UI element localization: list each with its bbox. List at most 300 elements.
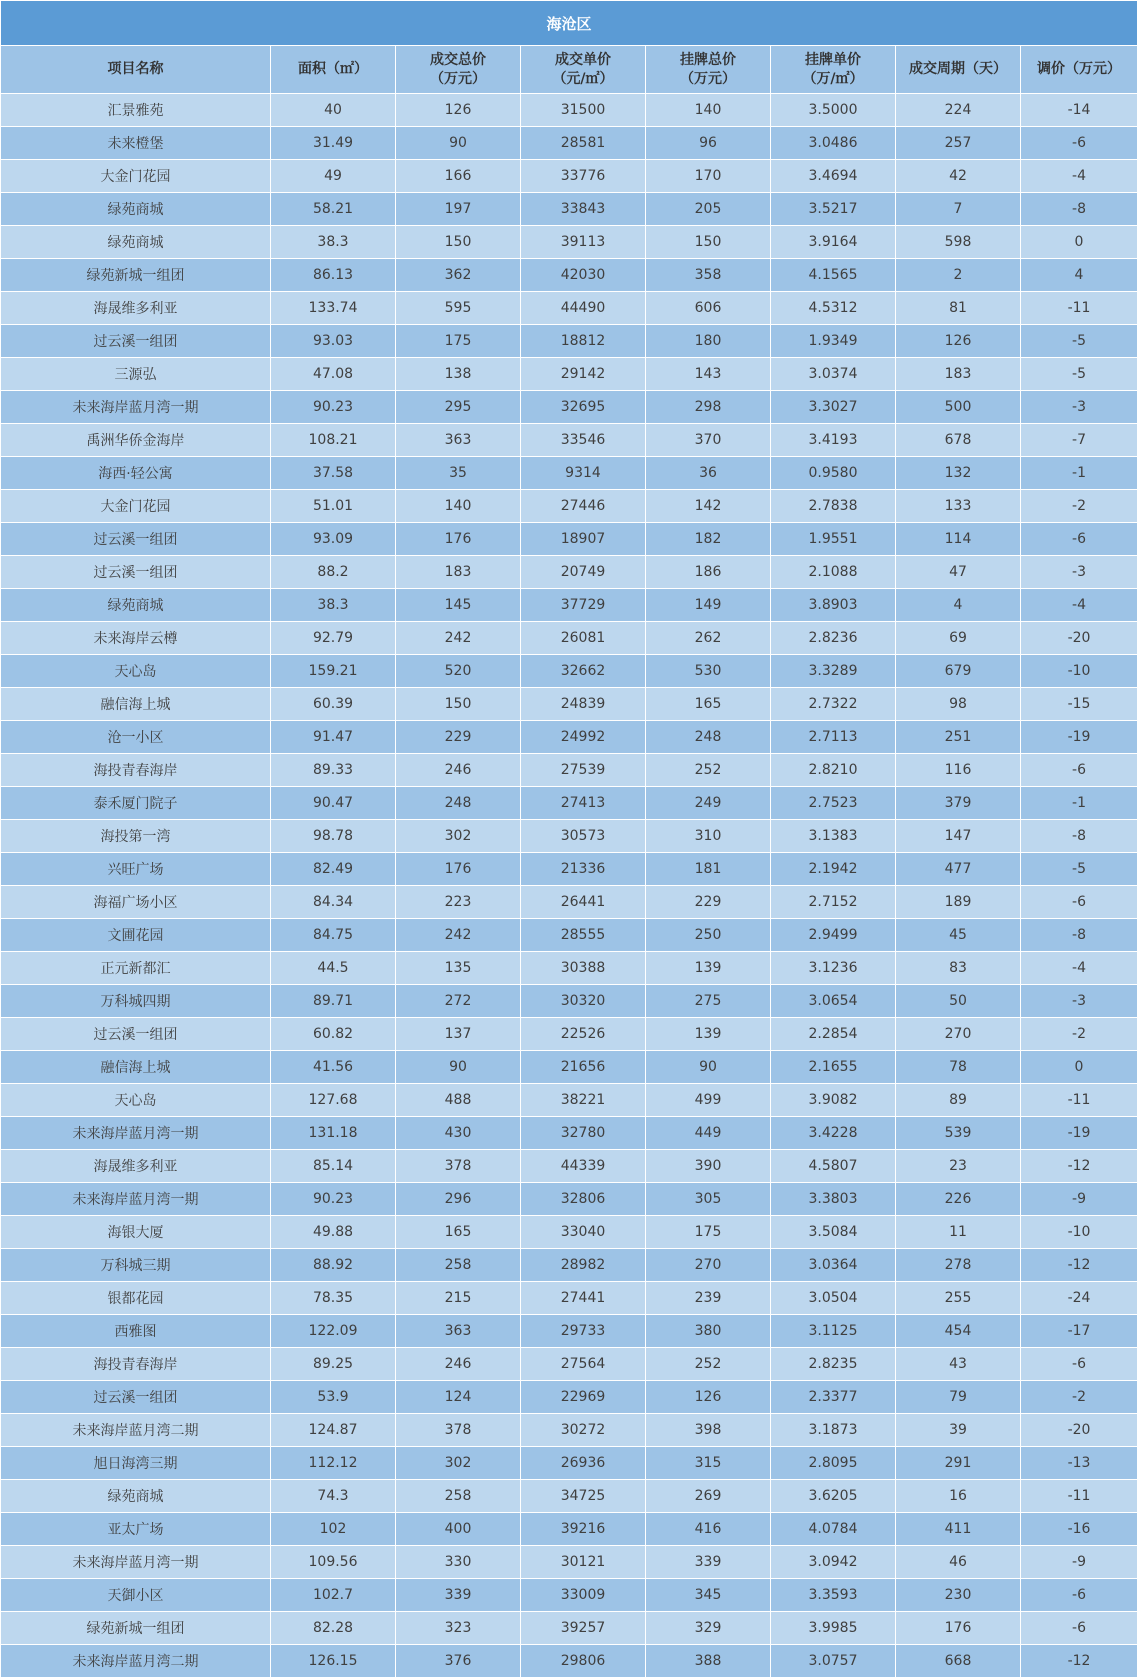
cell-listing-total-price: 186: [646, 556, 771, 589]
cell-price-adjustment: -4: [1021, 952, 1137, 985]
cell-listing-unit-price: 3.4694: [771, 160, 896, 193]
cell-project-name: 三源弘: [1, 358, 271, 391]
cell-price-adjustment: -8: [1021, 919, 1137, 952]
cell-project-name: 大金门花园: [1, 160, 271, 193]
table-row: [1, 787, 1137, 820]
cell-deal-unit-price: 27539: [521, 754, 646, 787]
table-row: [1, 160, 1137, 193]
cell-listing-unit-price: 2.8235: [771, 1348, 896, 1381]
cell-deal-total-price: 330: [396, 1546, 521, 1579]
cell-deal-unit-price: 27413: [521, 787, 646, 820]
table-row: [1, 1348, 1137, 1381]
cell-deal-cycle: 69: [896, 622, 1021, 655]
cell-deal-total-price: 176: [396, 523, 521, 556]
cell-price-adjustment: -6: [1021, 127, 1137, 160]
cell-project-name: 绿苑商城: [1, 226, 271, 259]
cell-listing-total-price: 248: [646, 721, 771, 754]
cell-listing-total-price: 252: [646, 754, 771, 787]
cell-deal-unit-price: 29806: [521, 1645, 646, 1678]
cell-listing-unit-price: 3.0654: [771, 985, 896, 1018]
cell-deal-unit-price: 32806: [521, 1183, 646, 1216]
cell-project-name: 万科城四期: [1, 985, 271, 1018]
cell-area: 90.23: [271, 1183, 396, 1216]
cell-deal-total-price: 272: [396, 985, 521, 1018]
cell-deal-cycle: 278: [896, 1249, 1021, 1282]
cell-area: 91.47: [271, 721, 396, 754]
cell-deal-total-price: 295: [396, 391, 521, 424]
cell-listing-total-price: 149: [646, 589, 771, 622]
cell-deal-cycle: 126: [896, 325, 1021, 358]
cell-deal-cycle: 679: [896, 655, 1021, 688]
cell-deal-unit-price: 24839: [521, 688, 646, 721]
cell-deal-cycle: 39: [896, 1414, 1021, 1447]
cell-area: 84.34: [271, 886, 396, 919]
cell-project-name: 泰禾厦门院子: [1, 787, 271, 820]
table-row: [1, 523, 1137, 556]
cell-price-adjustment: -2: [1021, 1381, 1137, 1414]
cell-deal-total-price: 258: [396, 1480, 521, 1513]
cell-project-name: 天御小区: [1, 1579, 271, 1612]
cell-area: 60.39: [271, 688, 396, 721]
cell-project-name: 融信海上城: [1, 1051, 271, 1084]
cell-deal-total-price: 595: [396, 292, 521, 325]
column-header-area: [271, 46, 396, 94]
cell-project-name: 汇景雅苑: [1, 94, 271, 127]
cell-deal-total-price: 430: [396, 1117, 521, 1150]
cell-area: 47.08: [271, 358, 396, 391]
cell-area: 88.2: [271, 556, 396, 589]
cell-listing-unit-price: 2.7322: [771, 688, 896, 721]
cell-deal-total-price: 296: [396, 1183, 521, 1216]
cell-deal-unit-price: 32662: [521, 655, 646, 688]
cell-project-name: 未来海岸云樽: [1, 622, 271, 655]
cell-deal-cycle: 79: [896, 1381, 1021, 1414]
cell-deal-unit-price: 42030: [521, 259, 646, 292]
cell-area: 40: [271, 94, 396, 127]
cell-listing-total-price: 140: [646, 94, 771, 127]
cell-project-name: 绿苑新城一组团: [1, 259, 271, 292]
table-row: [1, 1381, 1137, 1414]
cell-project-name: 西雅图: [1, 1315, 271, 1348]
cell-listing-unit-price: 3.0486: [771, 127, 896, 160]
cell-listing-unit-price: 3.4228: [771, 1117, 896, 1150]
cell-deal-cycle: 678: [896, 424, 1021, 457]
cell-price-adjustment: -5: [1021, 853, 1137, 886]
table-row: [1, 589, 1137, 622]
cell-deal-total-price: 150: [396, 688, 521, 721]
table-row: [1, 1315, 1137, 1348]
cell-listing-total-price: 416: [646, 1513, 771, 1546]
cell-price-adjustment: -12: [1021, 1249, 1137, 1282]
cell-project-name: 文圃花园: [1, 919, 271, 952]
cell-listing-unit-price: 4.5312: [771, 292, 896, 325]
column-header-deal-total-price: [396, 46, 521, 94]
cell-deal-unit-price: 28555: [521, 919, 646, 952]
cell-deal-total-price: 145: [396, 589, 521, 622]
cell-listing-total-price: 205: [646, 193, 771, 226]
cell-area: 133.74: [271, 292, 396, 325]
cell-deal-unit-price: 37729: [521, 589, 646, 622]
cell-deal-cycle: 230: [896, 1579, 1021, 1612]
cell-deal-unit-price: 44339: [521, 1150, 646, 1183]
cell-listing-total-price: 380: [646, 1315, 771, 1348]
cell-deal-cycle: 89: [896, 1084, 1021, 1117]
cell-deal-unit-price: 22526: [521, 1018, 646, 1051]
cell-listing-unit-price: 3.9164: [771, 226, 896, 259]
table-row: [1, 1612, 1137, 1645]
cell-deal-unit-price: 30573: [521, 820, 646, 853]
cell-listing-total-price: 398: [646, 1414, 771, 1447]
cell-price-adjustment: 0: [1021, 226, 1137, 259]
table-row: [1, 721, 1137, 754]
cell-deal-cycle: 132: [896, 457, 1021, 490]
table-row: [1, 1216, 1137, 1249]
cell-listing-unit-price: 3.9985: [771, 1612, 896, 1645]
cell-area: 108.21: [271, 424, 396, 457]
cell-deal-cycle: 11: [896, 1216, 1021, 1249]
cell-deal-total-price: 242: [396, 919, 521, 952]
cell-deal-cycle: 668: [896, 1645, 1021, 1678]
cell-deal-total-price: 242: [396, 622, 521, 655]
table-row: [1, 1117, 1137, 1150]
cell-area: 131.18: [271, 1117, 396, 1150]
cell-listing-total-price: 305: [646, 1183, 771, 1216]
cell-deal-total-price: 90: [396, 1051, 521, 1084]
cell-deal-total-price: 140: [396, 490, 521, 523]
column-header-label: 面积（㎡）: [298, 61, 368, 77]
cell-listing-total-price: 252: [646, 1348, 771, 1381]
cell-price-adjustment: -10: [1021, 655, 1137, 688]
cell-listing-unit-price: 3.9082: [771, 1084, 896, 1117]
cell-project-name: 海西·轻公寓: [1, 457, 271, 490]
column-header-label: 项目名称: [107, 61, 164, 77]
table-row: [1, 226, 1137, 259]
cell-deal-cycle: 270: [896, 1018, 1021, 1051]
cell-area: 112.12: [271, 1447, 396, 1480]
cell-deal-cycle: 477: [896, 853, 1021, 886]
cell-deal-total-price: 138: [396, 358, 521, 391]
cell-listing-total-price: 310: [646, 820, 771, 853]
table-row: [1, 1249, 1137, 1282]
cell-price-adjustment: -16: [1021, 1513, 1137, 1546]
cell-deal-unit-price: 39113: [521, 226, 646, 259]
cell-listing-total-price: 262: [646, 622, 771, 655]
cell-price-adjustment: -11: [1021, 292, 1137, 325]
cell-listing-unit-price: 2.3377: [771, 1381, 896, 1414]
cell-deal-total-price: 488: [396, 1084, 521, 1117]
column-header-deal-cycle: [896, 46, 1021, 94]
table-row: [1, 259, 1137, 292]
cell-project-name: 银都花园: [1, 1282, 271, 1315]
cell-deal-cycle: 47: [896, 556, 1021, 589]
cell-area: 78.35: [271, 1282, 396, 1315]
column-header-project-name: [1, 46, 271, 94]
cell-listing-total-price: 345: [646, 1579, 771, 1612]
cell-listing-total-price: 358: [646, 259, 771, 292]
cell-project-name: 正元新都汇: [1, 952, 271, 985]
cell-price-adjustment: -1: [1021, 457, 1137, 490]
cell-price-adjustment: -5: [1021, 358, 1137, 391]
cell-listing-unit-price: 3.0942: [771, 1546, 896, 1579]
cell-deal-unit-price: 21656: [521, 1051, 646, 1084]
cell-deal-unit-price: 28581: [521, 127, 646, 160]
cell-deal-cycle: 23: [896, 1150, 1021, 1183]
cell-deal-unit-price: 21336: [521, 853, 646, 886]
cell-listing-total-price: 150: [646, 226, 771, 259]
cell-deal-cycle: 16: [896, 1480, 1021, 1513]
cell-listing-unit-price: 3.0374: [771, 358, 896, 391]
cell-deal-cycle: 379: [896, 787, 1021, 820]
cell-deal-cycle: 43: [896, 1348, 1021, 1381]
cell-price-adjustment: -6: [1021, 1612, 1137, 1645]
cell-price-adjustment: -3: [1021, 985, 1137, 1018]
cell-deal-cycle: 257: [896, 127, 1021, 160]
cell-listing-unit-price: 2.7838: [771, 490, 896, 523]
cell-deal-cycle: 7: [896, 193, 1021, 226]
cell-deal-total-price: 124: [396, 1381, 521, 1414]
cell-project-name: 绿苑新城一组团: [1, 1612, 271, 1645]
cell-deal-total-price: 175: [396, 325, 521, 358]
cell-price-adjustment: -6: [1021, 1348, 1137, 1381]
cell-project-name: 海福广场小区: [1, 886, 271, 919]
cell-listing-total-price: 165: [646, 688, 771, 721]
table-row: [1, 1018, 1137, 1051]
cell-deal-total-price: 246: [396, 754, 521, 787]
cell-listing-unit-price: 3.1125: [771, 1315, 896, 1348]
cell-deal-unit-price: 33009: [521, 1579, 646, 1612]
cell-listing-unit-price: 2.7113: [771, 721, 896, 754]
cell-area: 89.33: [271, 754, 396, 787]
table-row: [1, 457, 1137, 490]
cell-listing-unit-price: 2.2854: [771, 1018, 896, 1051]
table-row: [1, 358, 1137, 391]
column-header-unit: （万/㎡）: [802, 70, 864, 87]
cell-listing-unit-price: 2.7152: [771, 886, 896, 919]
cell-deal-cycle: 176: [896, 1612, 1021, 1645]
cell-deal-cycle: 114: [896, 523, 1021, 556]
cell-area: 84.75: [271, 919, 396, 952]
cell-listing-total-price: 315: [646, 1447, 771, 1480]
cell-deal-cycle: 83: [896, 952, 1021, 985]
cell-project-name: 未来海岸蓝月湾二期: [1, 1645, 271, 1678]
cell-deal-total-price: 90: [396, 127, 521, 160]
cell-deal-cycle: 116: [896, 754, 1021, 787]
cell-price-adjustment: -2: [1021, 1018, 1137, 1051]
column-header-unit: （万元）: [680, 70, 736, 87]
cell-listing-total-price: 180: [646, 325, 771, 358]
cell-area: 92.79: [271, 622, 396, 655]
table-row: [1, 985, 1137, 1018]
cell-listing-total-price: 270: [646, 1249, 771, 1282]
cell-area: 102.7: [271, 1579, 396, 1612]
cell-price-adjustment: -6: [1021, 754, 1137, 787]
cell-price-adjustment: -4: [1021, 589, 1137, 622]
cell-deal-cycle: 226: [896, 1183, 1021, 1216]
cell-deal-unit-price: 18907: [521, 523, 646, 556]
cell-listing-total-price: 269: [646, 1480, 771, 1513]
cell-listing-total-price: 182: [646, 523, 771, 556]
table-row: [1, 1282, 1137, 1315]
cell-area: 102: [271, 1513, 396, 1546]
cell-deal-total-price: 378: [396, 1414, 521, 1447]
cell-area: 89.71: [271, 985, 396, 1018]
cell-project-name: 过云溪一组团: [1, 1018, 271, 1051]
cell-deal-unit-price: 9314: [521, 457, 646, 490]
cell-listing-total-price: 499: [646, 1084, 771, 1117]
cell-project-name: 天心岛: [1, 1084, 271, 1117]
cell-listing-total-price: 390: [646, 1150, 771, 1183]
cell-deal-cycle: 2: [896, 259, 1021, 292]
cell-deal-total-price: 183: [396, 556, 521, 589]
cell-price-adjustment: -7: [1021, 424, 1137, 457]
table-row: [1, 1645, 1137, 1678]
cell-price-adjustment: -12: [1021, 1150, 1137, 1183]
cell-listing-total-price: 250: [646, 919, 771, 952]
cell-project-name: 未来海岸蓝月湾二期: [1, 1414, 271, 1447]
cell-area: 31.49: [271, 127, 396, 160]
cell-listing-total-price: 36: [646, 457, 771, 490]
cell-project-name: 海晟维多利亚: [1, 292, 271, 325]
cell-deal-total-price: 376: [396, 1645, 521, 1678]
cell-deal-unit-price: 24992: [521, 721, 646, 754]
cell-listing-total-price: 126: [646, 1381, 771, 1414]
cell-listing-total-price: 388: [646, 1645, 771, 1678]
cell-deal-cycle: 251: [896, 721, 1021, 754]
cell-listing-total-price: 142: [646, 490, 771, 523]
table-row: [1, 688, 1137, 721]
table-body: [1, 94, 1137, 1678]
cell-area: 89.25: [271, 1348, 396, 1381]
cell-price-adjustment: -11: [1021, 1084, 1137, 1117]
table-row: [1, 853, 1137, 886]
cell-deal-total-price: 166: [396, 160, 521, 193]
cell-listing-unit-price: 3.6205: [771, 1480, 896, 1513]
table-row: [1, 1579, 1137, 1612]
cell-listing-unit-price: 3.1236: [771, 952, 896, 985]
cell-area: 82.49: [271, 853, 396, 886]
cell-deal-unit-price: 33546: [521, 424, 646, 457]
cell-deal-total-price: 248: [396, 787, 521, 820]
cell-deal-unit-price: 20749: [521, 556, 646, 589]
cell-deal-cycle: 255: [896, 1282, 1021, 1315]
table-title: 海沧区: [1, 1, 1137, 46]
cell-price-adjustment: -1: [1021, 787, 1137, 820]
cell-deal-cycle: 78: [896, 1051, 1021, 1084]
column-header-row: [1, 46, 1137, 94]
cell-project-name: 禹洲华侨金海岸: [1, 424, 271, 457]
column-header-label: 挂牌总价: [680, 51, 736, 68]
cell-area: 93.09: [271, 523, 396, 556]
cell-deal-unit-price: 22969: [521, 1381, 646, 1414]
cell-project-name: 未来海岸蓝月湾一期: [1, 391, 271, 424]
cell-deal-unit-price: 33776: [521, 160, 646, 193]
table-row: [1, 622, 1137, 655]
cell-project-name: 未来海岸蓝月湾一期: [1, 1117, 271, 1150]
cell-price-adjustment: -20: [1021, 1414, 1137, 1447]
cell-deal-total-price: 215: [396, 1282, 521, 1315]
cell-listing-unit-price: 0.9580: [771, 457, 896, 490]
cell-area: 58.21: [271, 193, 396, 226]
cell-price-adjustment: -20: [1021, 622, 1137, 655]
cell-listing-total-price: 229: [646, 886, 771, 919]
table-row: [1, 193, 1137, 226]
table-row: [1, 325, 1137, 358]
column-header-label: 成交总价: [430, 51, 486, 68]
cell-listing-unit-price: 4.5807: [771, 1150, 896, 1183]
cell-listing-unit-price: 3.0504: [771, 1282, 896, 1315]
cell-deal-total-price: 323: [396, 1612, 521, 1645]
cell-area: 38.3: [271, 226, 396, 259]
cell-area: 88.92: [271, 1249, 396, 1282]
cell-area: 38.3: [271, 589, 396, 622]
cell-project-name: 未来橙堡: [1, 127, 271, 160]
cell-deal-unit-price: 29142: [521, 358, 646, 391]
cell-area: 51.01: [271, 490, 396, 523]
cell-price-adjustment: 0: [1021, 1051, 1137, 1084]
cell-project-name: 绿苑商城: [1, 589, 271, 622]
cell-project-name: 海银大厦: [1, 1216, 271, 1249]
table-row: [1, 820, 1137, 853]
table-row: [1, 754, 1137, 787]
cell-listing-total-price: 370: [646, 424, 771, 457]
cell-price-adjustment: -8: [1021, 193, 1137, 226]
table-row: [1, 1414, 1137, 1447]
cell-project-name: 未来海岸蓝月湾一期: [1, 1546, 271, 1579]
cell-deal-unit-price: 27446: [521, 490, 646, 523]
cell-listing-unit-price: 2.1655: [771, 1051, 896, 1084]
cell-area: 85.14: [271, 1150, 396, 1183]
cell-listing-unit-price: 2.9499: [771, 919, 896, 952]
cell-listing-unit-price: 2.1088: [771, 556, 896, 589]
column-header-price-adjustment: [1021, 46, 1137, 94]
cell-deal-cycle: 539: [896, 1117, 1021, 1150]
table-row: [1, 952, 1137, 985]
cell-price-adjustment: -3: [1021, 391, 1137, 424]
cell-deal-unit-price: 18812: [521, 325, 646, 358]
cell-deal-unit-price: 32780: [521, 1117, 646, 1150]
table-row: [1, 1150, 1137, 1183]
cell-listing-unit-price: 3.0364: [771, 1249, 896, 1282]
cell-deal-total-price: 246: [396, 1348, 521, 1381]
cell-deal-unit-price: 33040: [521, 1216, 646, 1249]
cell-area: 159.21: [271, 655, 396, 688]
table-row: [1, 1513, 1137, 1546]
cell-deal-unit-price: 26441: [521, 886, 646, 919]
column-header-label: 调价（万元）: [1037, 61, 1121, 77]
cell-deal-unit-price: 30272: [521, 1414, 646, 1447]
cell-project-name: 海投青春海岸: [1, 754, 271, 787]
cell-area: 93.03: [271, 325, 396, 358]
cell-project-name: 万科城三期: [1, 1249, 271, 1282]
table-row: [1, 292, 1137, 325]
cell-area: 124.87: [271, 1414, 396, 1447]
cell-deal-unit-price: 27564: [521, 1348, 646, 1381]
cell-listing-total-price: 339: [646, 1546, 771, 1579]
cell-listing-total-price: 239: [646, 1282, 771, 1315]
cell-listing-total-price: 181: [646, 853, 771, 886]
cell-price-adjustment: -11: [1021, 1480, 1137, 1513]
table-row: [1, 1183, 1137, 1216]
cell-price-adjustment: -12: [1021, 1645, 1137, 1678]
cell-listing-total-price: 143: [646, 358, 771, 391]
cell-price-adjustment: -13: [1021, 1447, 1137, 1480]
cell-listing-total-price: 139: [646, 952, 771, 985]
table-row: [1, 490, 1137, 523]
table-row: [1, 556, 1137, 589]
cell-price-adjustment: -19: [1021, 721, 1137, 754]
cell-deal-unit-price: 31500: [521, 94, 646, 127]
column-header-unit: （万元）: [430, 70, 486, 87]
